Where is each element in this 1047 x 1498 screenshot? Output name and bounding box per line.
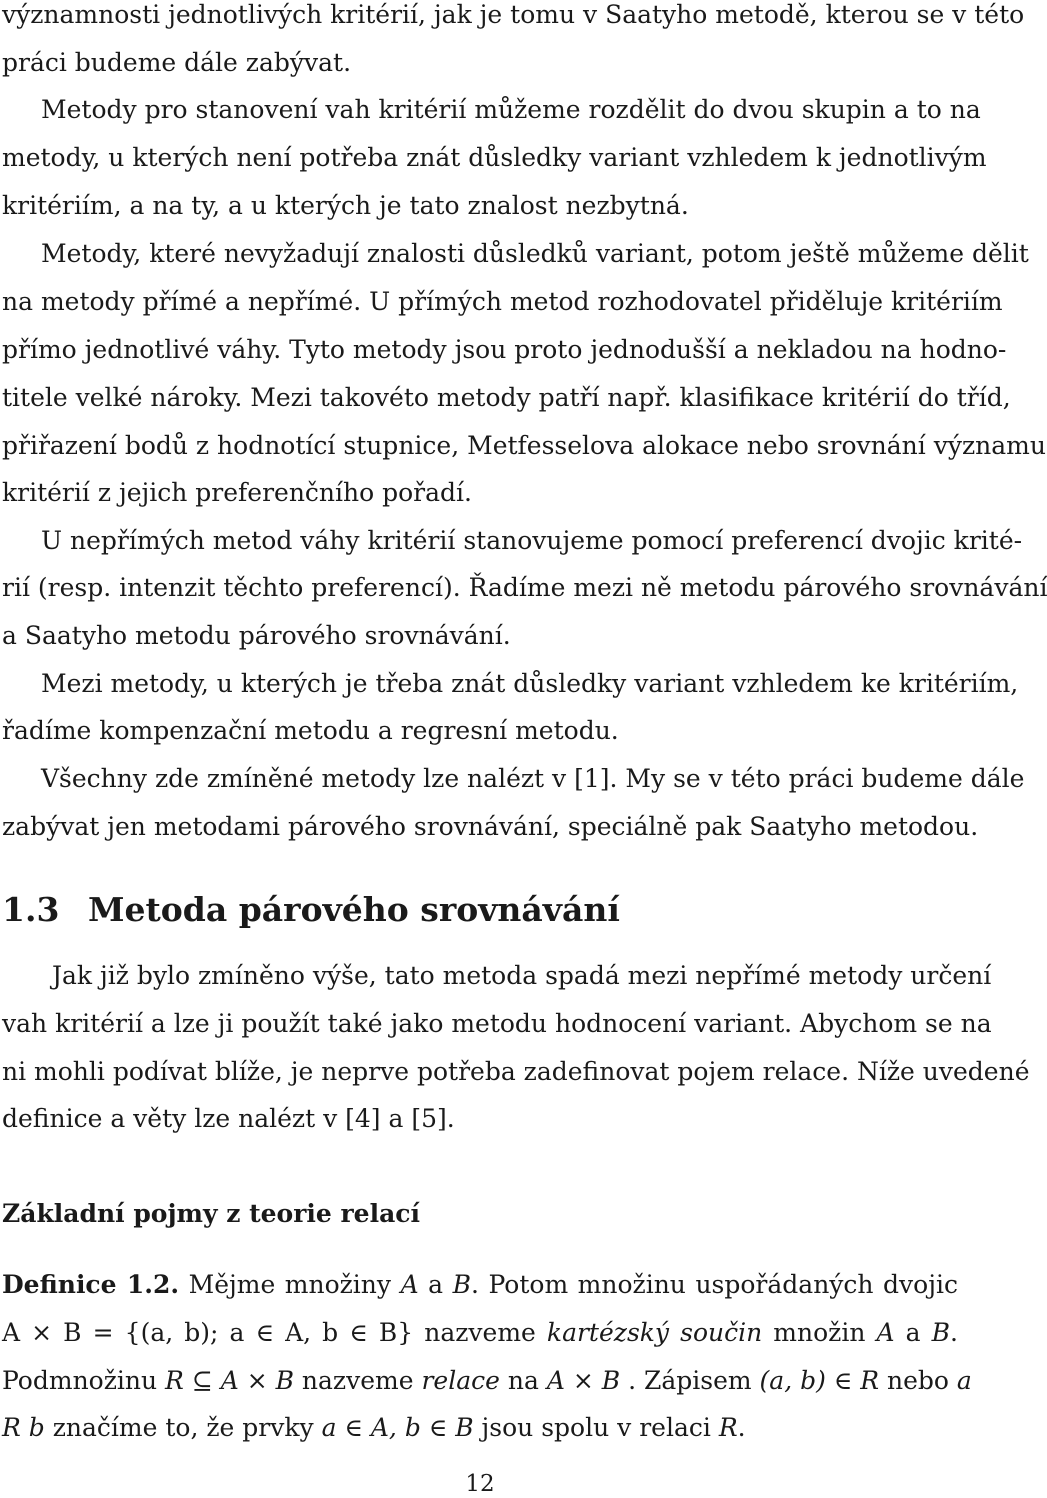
math-symbol: R (718, 1413, 738, 1442)
definition-line (2, 1410, 958, 1446)
definition-text: nazveme (293, 1366, 422, 1395)
definition-text: Podmnožinu (2, 1366, 166, 1395)
text-line: vah kritérií a lze ji použít také jako metodu hodnocení variant. Abychom se na (2, 1009, 992, 1038)
math-expression: (a, b) ∈ R (759, 1366, 880, 1395)
text-line: ni mohli podívat blíže, je neprve potřeba zadefinovat pojem relace. Níže uvedené (2, 1057, 1030, 1086)
text-line: Všechny zde zmíněné metody lze nalézt v [1]. My se v této práci budeme dále (41, 764, 1025, 793)
text-line: metody, u kterých není potřeba znát důsledky variant vzhledem k jednotlivým (2, 143, 987, 172)
definition-text: jsou spolu v relaci (473, 1413, 719, 1442)
text-line: Jak již bylo zmíněno výše, tato metoda spadá mezi nepřímé metody určení (52, 961, 992, 990)
text-line: na metody přímé a nepřímé. U přímých metod rozhodovatel přiděluje kritériím (2, 287, 1003, 316)
text-line: přiřazení bodů z hodnotící stupnice, Metfesselova alokace nebo srovnání významu (2, 431, 1046, 460)
text-line: kritériím, a na ty, a u kterých je tato znalost nezbytná. (2, 191, 689, 220)
math-symbol: A (876, 1318, 895, 1347)
subsection-heading: Základní pojmy z teorie relací (2, 1199, 421, 1228)
definition-line (2, 1315, 958, 1351)
text-line: Metody pro stanovení vah kritérií můžeme rozdělit do dvou skupin a to na (41, 95, 981, 124)
text-line: Mezi metody, u kterých je třeba znát důsledky variant vzhledem ke kritériím, (41, 669, 1019, 698)
text-line: zabývat jen metodami párového srovnávání, speciálně pak Saatyho metodou. (2, 812, 979, 841)
definition-text: na (499, 1366, 547, 1395)
definition-text: . (737, 1413, 746, 1442)
text-line: rií (resp. intenzit těchto preferencí). Řadíme mezi ně metodu párového srovnávání (2, 573, 1047, 602)
section-number: 1.3 (2, 890, 60, 929)
math-expression: A × B (546, 1366, 621, 1395)
definition-label: Definice 1.2. (2, 1270, 180, 1299)
text-line: práci budeme dále zabývat. (2, 48, 352, 77)
text-line: přímo jednotlivé váhy. Tyto metody jsou proto jednodušší a nekladou na hodno- (2, 335, 1007, 364)
math-expression: a ∈ A, b ∈ B (321, 1413, 474, 1442)
definition-line (2, 1363, 972, 1399)
section-heading (2, 888, 620, 932)
definition-text: a (894, 1318, 932, 1347)
text-line: titele velké nároky. Mezi takovéto metody patří např. klasifikace kritérií do tříd, (2, 383, 1011, 412)
definition-text: . (950, 1318, 958, 1347)
definition-text: množin (762, 1318, 877, 1347)
text-line: řadíme kompenzační metodu a regresní metodu. (2, 716, 619, 745)
math-expression: R b (2, 1413, 45, 1442)
math-expression: A × B = {(a, b); a ∈ A, b ∈ B} nazveme (2, 1318, 547, 1347)
section-title: Metoda párového srovnávání (88, 890, 620, 929)
math-symbol: B (452, 1270, 471, 1299)
math-symbol: a (956, 1366, 972, 1395)
definition-text: a (418, 1270, 453, 1299)
math-symbol: A (400, 1270, 419, 1299)
math-expression: R ⊆ A × B (165, 1366, 294, 1395)
definition-text: Mějme množiny (179, 1270, 401, 1299)
definition-text: . Potom množinu uspořádaných dvojic (471, 1270, 958, 1299)
defined-term: kartézský součin (546, 1318, 763, 1347)
text-line: definice a věty lze nalézt v [4] a [5]. (2, 1104, 455, 1133)
text-line: kritérií z jejich preferenčního pořadí. (2, 478, 472, 507)
definition-line (2, 1267, 958, 1303)
defined-term: relace (421, 1366, 500, 1395)
definition-text: značíme to, že prvky (44, 1413, 322, 1442)
text-line: Metody, které nevyžadují znalosti důsledků variant, potom ještě můžeme dělit (41, 239, 1029, 268)
page-number: 12 (465, 1471, 495, 1497)
text-line: významnosti jednotlivých kritérií, jak je tomu v Saatyho metodě, kterou se v této (2, 0, 1025, 29)
math-symbol: B (931, 1318, 951, 1347)
definition-text: . Zápisem (620, 1366, 760, 1395)
text-line: a Saatyho metodu párového srovnávání. (2, 621, 511, 650)
definition-text: nebo (879, 1366, 957, 1395)
text-line: U nepřímých metod váhy kritérií stanovujeme pomocí preferencí dvojic krité- (41, 526, 1023, 555)
